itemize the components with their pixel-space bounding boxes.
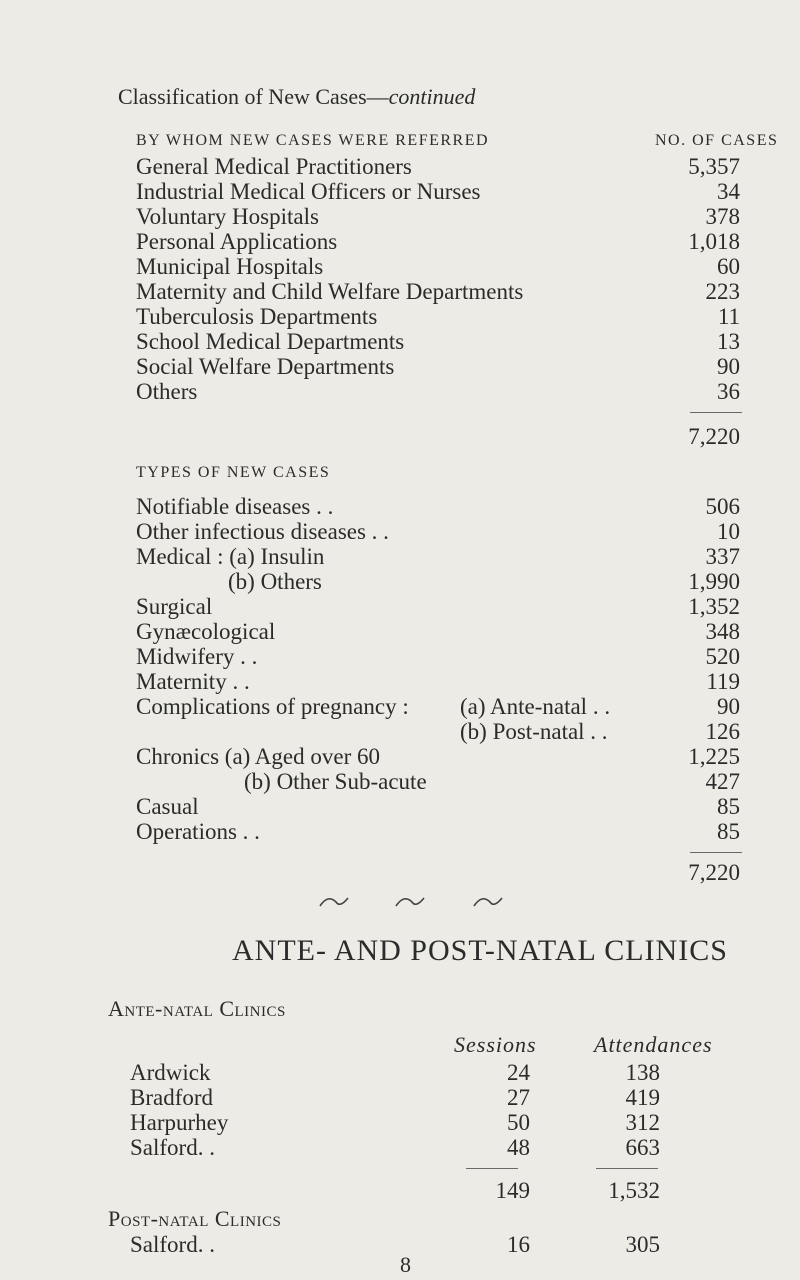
table-row-sublabel: (b) Post-natal . .	[460, 719, 608, 744]
table-row-value: 337	[705, 544, 740, 569]
table-row-label: Operations . .	[136, 819, 260, 844]
clinic-sessions: 16	[507, 1232, 530, 1257]
total-rule	[466, 1168, 518, 1169]
table-row-label: Voluntary Hospitals	[136, 204, 319, 229]
table-row-label: Notifiable diseases . .	[136, 494, 334, 519]
clinics-heading: ANTE- AND POST-NATAL CLINICS	[232, 934, 728, 967]
referred-total: 7,220	[688, 424, 740, 449]
table-row-label: Personal Applications	[136, 229, 338, 254]
table-row-value: 1,990	[688, 569, 740, 594]
table-row-label: Midwifery . .	[136, 644, 258, 669]
types-total: 7,220	[688, 860, 740, 885]
table-row-label: Social Welfare Departments	[136, 354, 395, 379]
table-row-label: General Medical Practitioners	[136, 154, 412, 179]
table-row-label: Other infectious diseases . .	[136, 519, 389, 544]
table-row-value: 85	[717, 819, 740, 844]
clinic-attendances: 312	[625, 1110, 660, 1135]
table-row-value: 1,225	[688, 744, 740, 769]
clinic-sessions: 48	[507, 1135, 530, 1160]
table-row-label: Gynæcological	[136, 619, 276, 644]
table-row-label: (b) Other Sub-acute	[244, 769, 427, 794]
types-header: TYPES OF NEW CASES	[136, 464, 331, 481]
table-row-value: 60	[717, 254, 740, 279]
table-row-value: 378	[705, 204, 740, 229]
table-row-label: Complications of pregnancy :	[136, 694, 409, 719]
table-row-label: (b) Others	[228, 569, 322, 594]
clinic-attendances: 138	[625, 1060, 660, 1085]
clinic-attendances: 305	[625, 1232, 660, 1257]
table-row-value: 90	[717, 354, 740, 379]
clinic-name: Bradford	[130, 1085, 214, 1110]
table-row-value: 1,018	[688, 229, 740, 254]
table-row-value: 10	[717, 519, 740, 544]
table-row-value: 520	[705, 644, 740, 669]
ornament-icon	[318, 892, 518, 912]
clinic-name: Harpurhey	[130, 1110, 229, 1135]
clinic-name: Salford. .	[130, 1135, 215, 1160]
table-row-value: 13	[717, 329, 740, 354]
table-row-value: 90	[717, 694, 740, 719]
table-row-label: Chronics (a) Aged over 60	[136, 744, 380, 769]
page-title: Classification of New Cases—continued	[118, 84, 476, 109]
clinic-attendances: 663	[625, 1135, 660, 1160]
clinic-name: Ardwick	[130, 1060, 211, 1085]
table-row-value: 34	[717, 179, 740, 204]
clinic-sessions: 24	[507, 1060, 530, 1085]
table-row-value: 427	[705, 769, 740, 794]
total-sessions: 149	[495, 1178, 530, 1203]
table-row-value: 85	[717, 794, 740, 819]
total-rule	[690, 412, 742, 413]
table-row-value: 223	[705, 279, 740, 304]
table-row-label: Maternity and Child Welfare Departments	[136, 279, 524, 304]
table-row-sublabel: (a) Ante-natal . .	[460, 694, 611, 719]
table-row-value: 119	[706, 669, 740, 694]
table-row-value: 1,352	[688, 594, 740, 619]
table-row-label: Municipal Hospitals	[136, 254, 324, 279]
table-row-label: Casual	[136, 794, 199, 819]
table-row-label: Surgical	[136, 594, 213, 619]
total-rule	[596, 1168, 658, 1169]
clinic-sessions: 27	[507, 1085, 530, 1110]
clinic-attendances: 419	[625, 1085, 660, 1110]
post-natal-header: Post-natal Clinics	[108, 1206, 282, 1231]
attendances-column-header: Attendances	[594, 1032, 713, 1057]
table-row-label: Others	[136, 379, 198, 404]
cases-column-header: NO. OF CASES	[655, 132, 779, 149]
page-number: 8	[400, 1252, 411, 1277]
table-row-value: 5,357	[688, 154, 740, 179]
clinic-name: Salford. .	[130, 1232, 215, 1257]
ante-natal-header: Ante-natal Clinics	[108, 996, 286, 1021]
table-row-label: School Medical Departments	[136, 329, 405, 354]
table-row-value: 348	[705, 619, 740, 644]
referred-header: BY WHOM NEW CASES WERE REFERRED	[136, 132, 490, 149]
total-rule	[690, 852, 742, 853]
table-row-label: Maternity . .	[136, 669, 250, 694]
total-attendances: 1,532	[608, 1178, 660, 1203]
table-row-label: Industrial Medical Officers or Nurses	[136, 179, 481, 204]
table-row-label: Medical : (a) Insulin	[136, 544, 325, 569]
table-row-value: 36	[717, 379, 740, 404]
table-row-value: 126	[705, 719, 740, 744]
table-row-value: 506	[705, 494, 740, 519]
clinic-sessions: 50	[507, 1110, 530, 1135]
table-row-label: Tuberculosis Departments	[136, 304, 378, 329]
sessions-column-header: Sessions	[454, 1032, 537, 1057]
table-row-value: 11	[717, 304, 740, 329]
